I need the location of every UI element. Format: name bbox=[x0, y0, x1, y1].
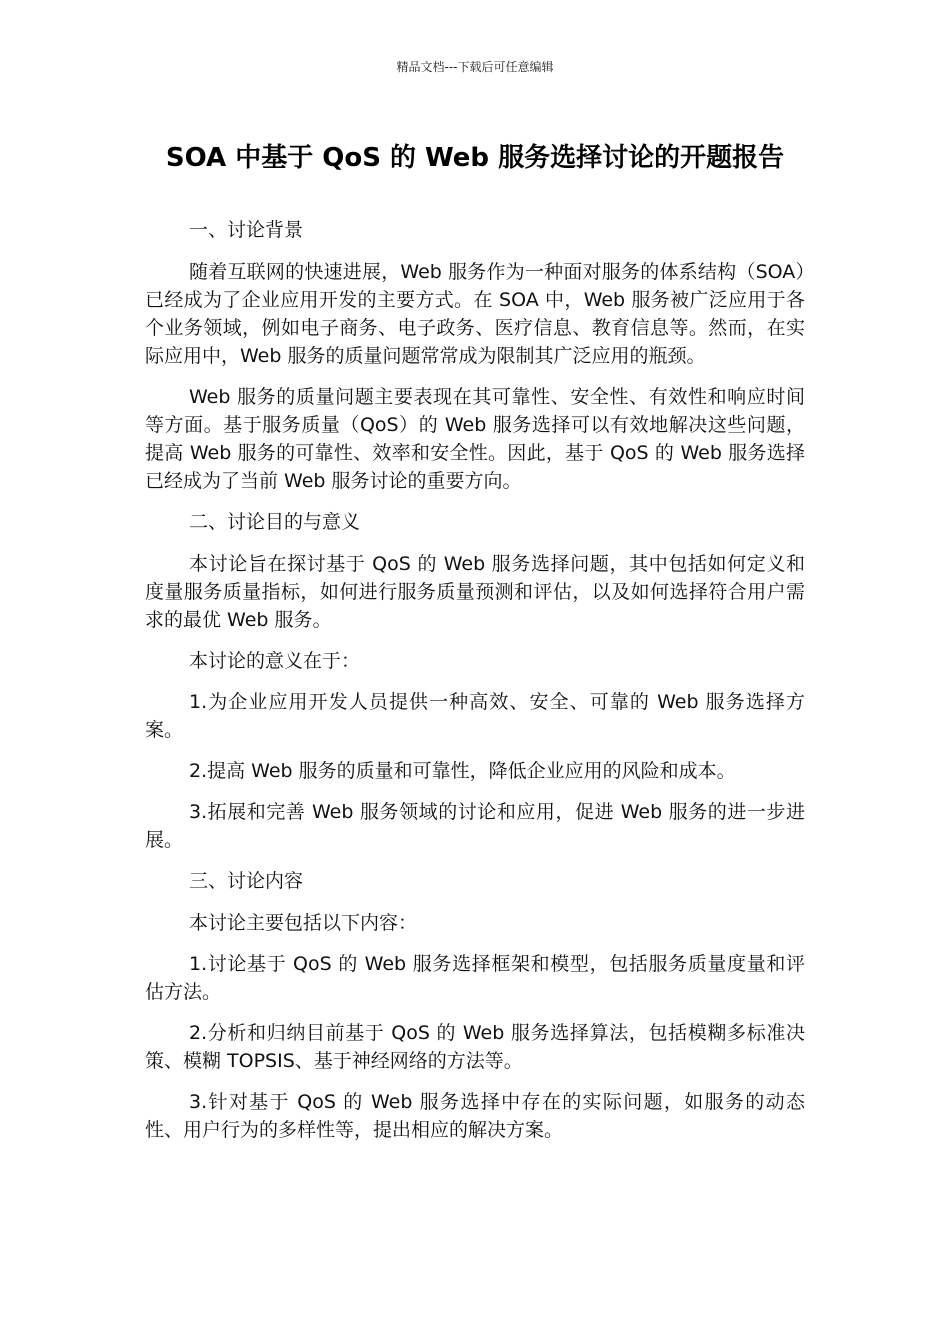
paragraph-content-intro: 本讨论主要包括以下内容： bbox=[189, 912, 418, 934]
paragraph-significance-intro: 本讨论的意义在于： bbox=[189, 650, 361, 672]
list-item-content-1: 1.讨论基于 QoS 的 Web 服务选择框架和模型，包括服务质量度量和评估方法。 bbox=[145, 953, 805, 1003]
list-item-significance-1: 1.为企业应用开发人员提供一种高效、安全、可靠的 Web 服务选择方案。 bbox=[145, 691, 805, 741]
paragraph-background-2: Web 服务的质量问题主要表现在其可靠性、安全性、有效性和响应时间等方面。基于服务质量（QoS）的 Web 服务选择可以有效地解决这些问题，提高 Web 服务的可靠性、效率和安全性。因此，基于 QoS 的 Web 服务选择已经成为了当前 Web 服务讨论的重要方向。 bbox=[145, 386, 805, 492]
list-item-significance-3: 3.拓展和完善 Web 服务领域的讨论和应用，促进 Web 服务的进一步进展。 bbox=[145, 801, 805, 851]
document-title: SOA 中基于 QoS 的 Web 服务选择讨论的开题报告 bbox=[165, 143, 785, 173]
paragraph-background-1: 随着互联网的快速进展，Web 服务作为一种面对服务的体系结构（SOA）已经成为了企业应用开发的主要方式。在 SOA 中，Web 服务被广泛应用于各个业务领域，例如电子商务、电子政务、医疗信息、教育信息等。然而，在实际应用中，Web 服务的质量问题常常成为限制其广泛应用的瓶颈。 bbox=[145, 261, 805, 367]
header-note: 精品文档---下载后可任意编辑 bbox=[396, 60, 554, 74]
section-heading-background: 一、讨论背景 bbox=[189, 219, 304, 241]
list-item-content-2: 2.分析和归纳目前基于 QoS 的 Web 服务选择算法，包括模糊多标准决策、模糊 TOPSIS、基于神经网络的方法等。 bbox=[145, 1022, 805, 1072]
section-heading-purpose: 二、讨论目的与意义 bbox=[189, 511, 361, 533]
document-body bbox=[145, 216, 805, 1157]
list-item-content-3: 3.针对基于 QoS 的 Web 服务选择中存在的实际问题，如服务的动态性、用户行为的多样性等，提出相应的解决方案。 bbox=[145, 1091, 805, 1141]
list-item-significance-2: 2.提高 Web 服务的质量和可靠性，降低企业应用的风险和成本。 bbox=[189, 760, 736, 782]
paragraph-purpose: 本讨论旨在探讨基于 QoS 的 Web 服务选择问题，其中包括如何定义和度量服务质量指标，如何进行服务质量预测和评估，以及如何选择符合用户需求的最优 Web 服务。 bbox=[145, 553, 805, 631]
section-heading-content: 三、讨论内容 bbox=[189, 870, 304, 892]
